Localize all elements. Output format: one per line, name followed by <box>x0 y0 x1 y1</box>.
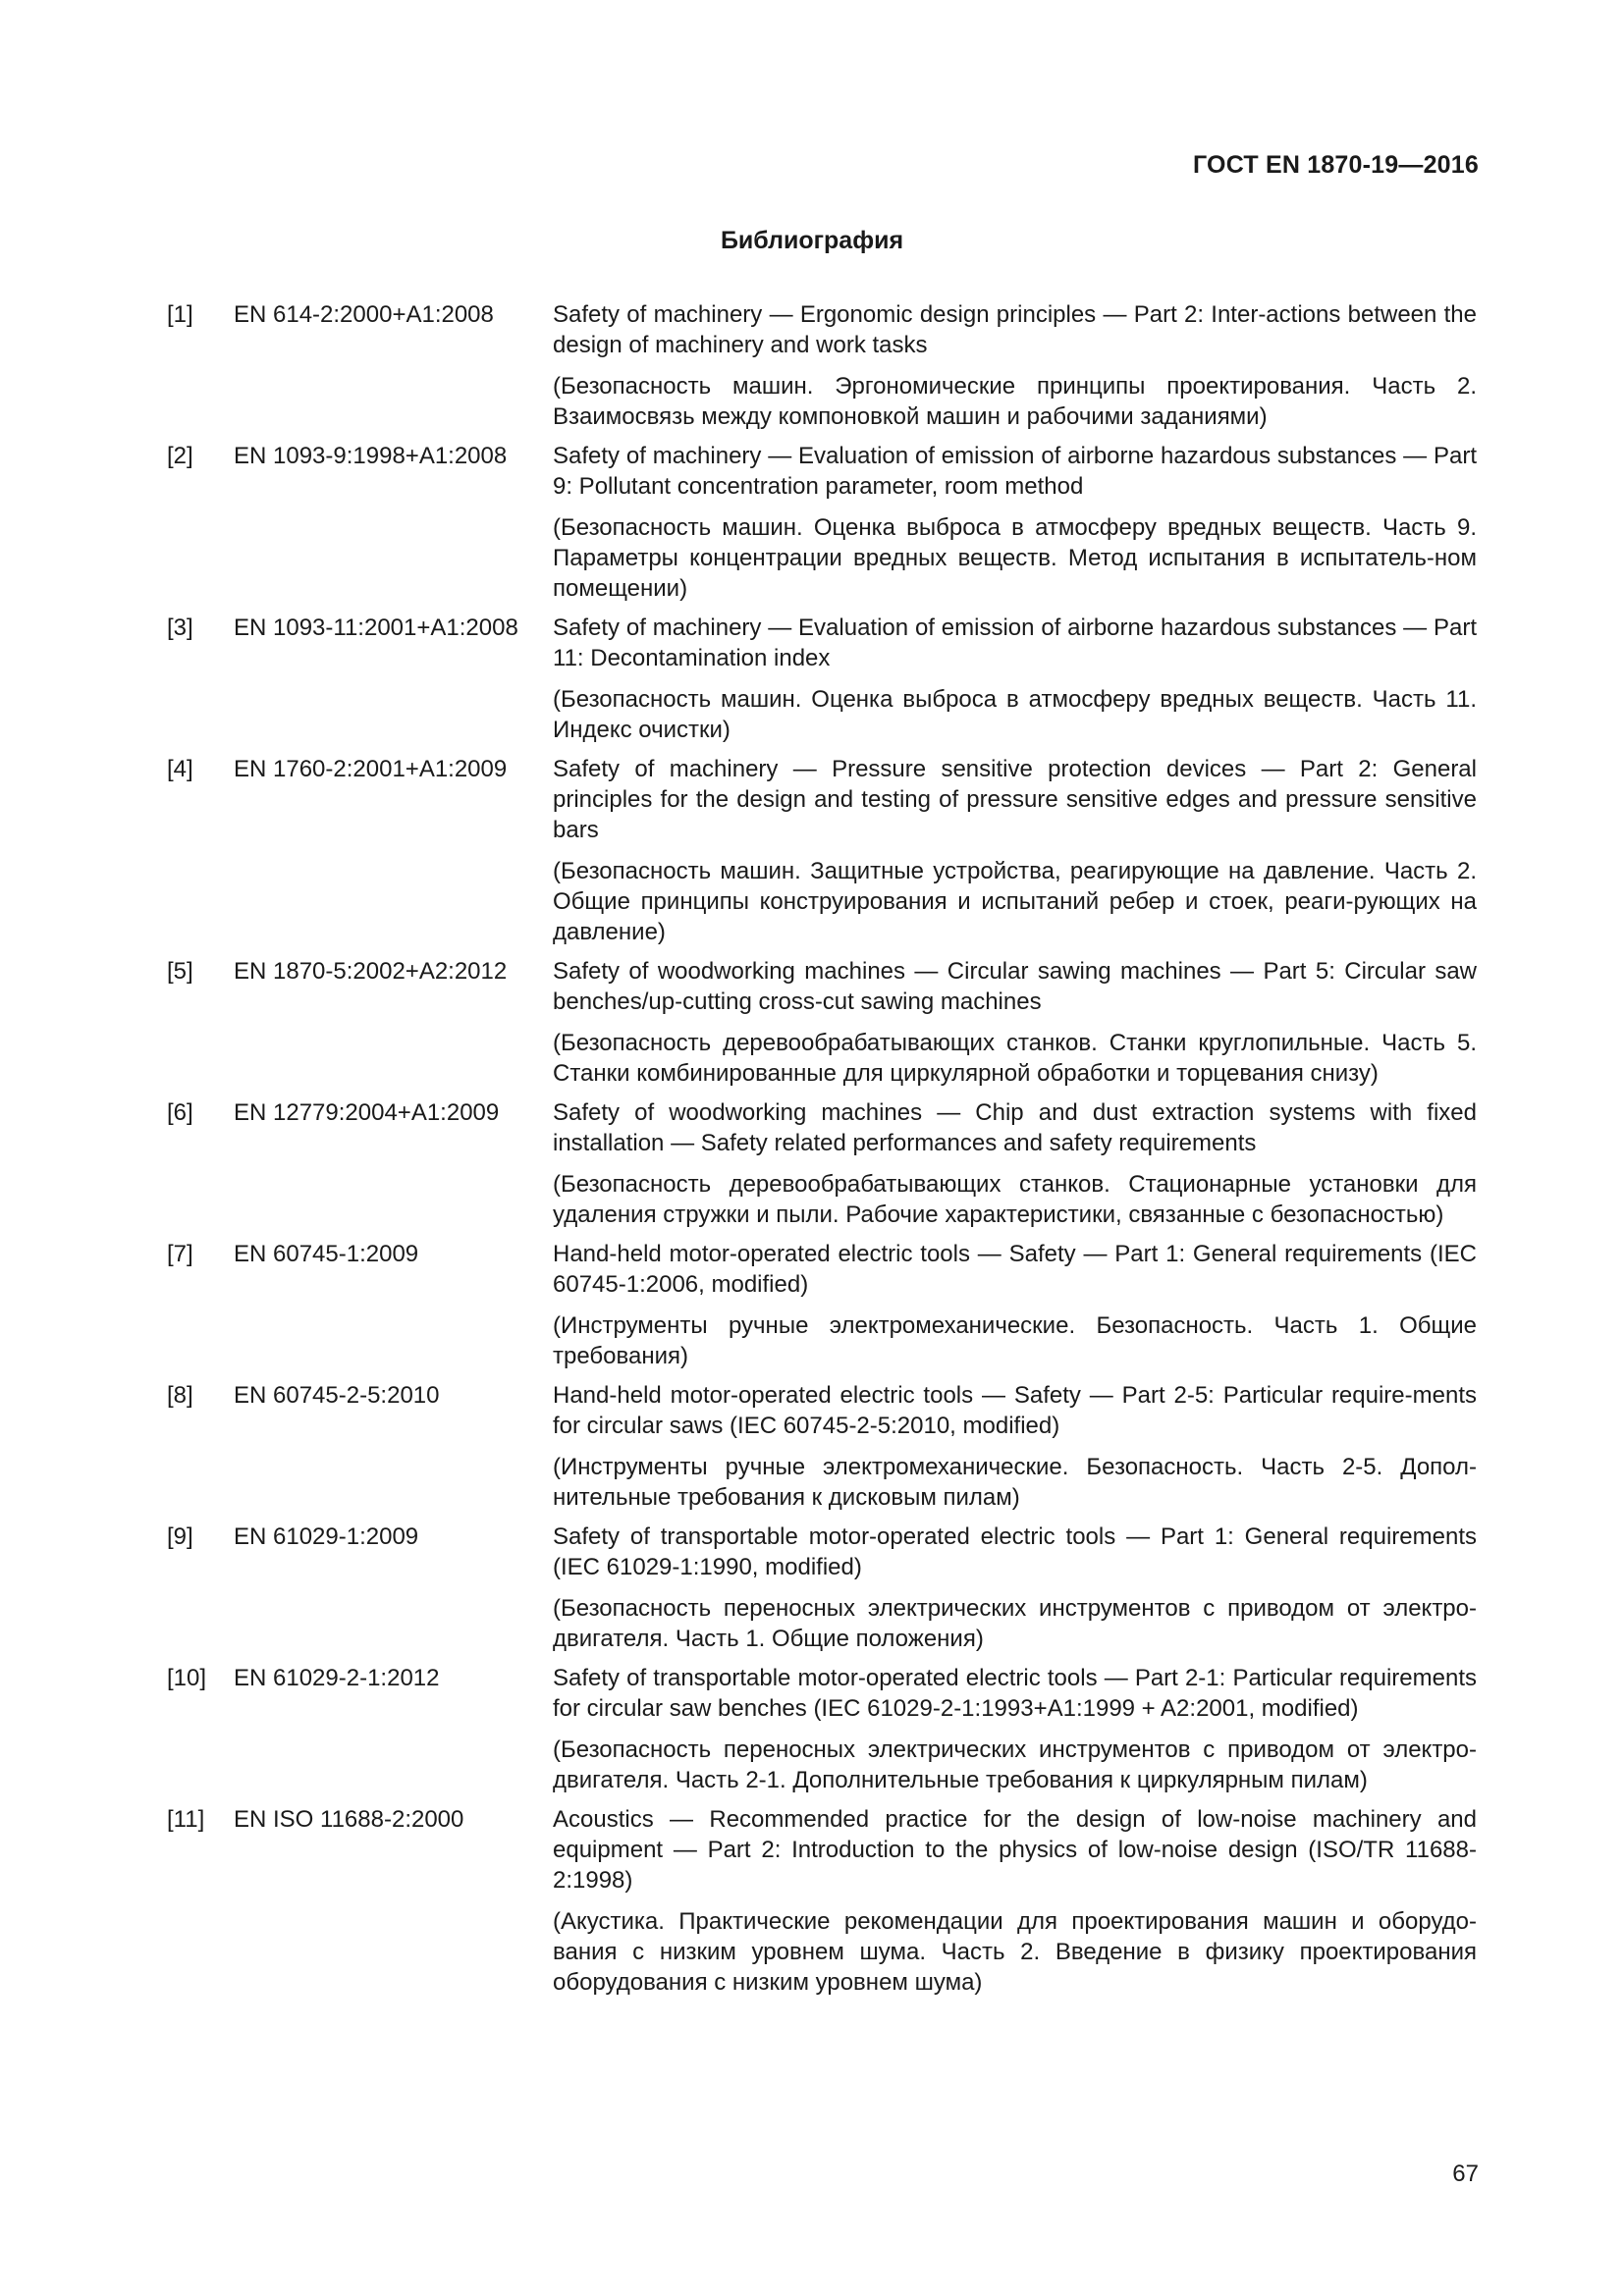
entry-title-ru: (Безопасность переносных электрических инструментов с приводом от электро-двигателя. Часть 1. Общие положения) <box>553 1595 1477 1652</box>
entry-number: [9] <box>167 1523 193 1550</box>
entry-number: [6] <box>167 1099 193 1126</box>
bibliography-entry <box>167 1380 1477 1522</box>
entry-number: [8] <box>167 1382 193 1409</box>
entry-title-en: Safety of transportable motor-operated electric tools — Part 1: General requirements (IEC 61029-1:1990, modified) <box>553 1523 1477 1580</box>
entry-code: EN 1093-9:1998+A1:2008 <box>234 443 508 469</box>
entry-description <box>553 613 1477 754</box>
page-number: 67 <box>1452 2161 1479 2187</box>
entry-number: [7] <box>167 1241 193 1267</box>
entry-code: EN 60745-2-5:2010 <box>234 1382 440 1409</box>
entry-number: [4] <box>167 756 193 782</box>
entry-code: EN 614-2:2000+A1:2008 <box>234 301 494 328</box>
page-title: Библиография <box>720 227 904 254</box>
entry-description <box>553 1380 1477 1522</box>
entry-title-en: Acoustics — Recommended practice for the design of low-noise machinery and equipment — Part 2: Introduction to the physics of low-noise design (ISO/TR 11688-2:1998) <box>553 1806 1477 1894</box>
bibliography-entry <box>167 956 1477 1097</box>
entry-title-en: Hand-held motor-operated electric tools — Safety — Part 1: General requirements (IEC 60745-1:2006, modified) <box>553 1241 1477 1298</box>
entry-title-ru: (Безопасность машин. Защитные устройства, реагирующие на давление. Часть 2. Общие принципы конструирования и испытаний ребер и стоек, реаги-рующих на давление) <box>553 858 1477 945</box>
entry-title-en: Safety of machinery — Pressure sensitive protection devices — Part 2: General principles for the design and testing of pressure sensitive edges and pressure sensitive bars <box>553 756 1477 843</box>
bibliography-entry <box>167 299 1477 441</box>
bibliography-entry <box>167 1522 1477 1663</box>
bibliography-entry <box>167 441 1477 613</box>
entry-title-en: Safety of transportable motor-operated electric tools — Part 2-1: Particular requirements for circular saw benches (IEC 61029-2-1:1993+A1:1999 + A2:2001, modified) <box>553 1665 1477 1722</box>
bibliography-entry <box>167 1239 1477 1380</box>
entry-description <box>553 1663 1477 1804</box>
bibliography-entry <box>167 1804 1477 2006</box>
entry-title-en: Safety of machinery — Evaluation of emission of airborne hazardous substances — Part 9: Pollutant concentration parameter, room method <box>553 443 1477 500</box>
standard-header: ГОСТ EN 1870-19—2016 <box>1193 151 1479 179</box>
entry-title-ru: (Безопасность деревообрабатывающих станков. Станки круглопильные. Часть 5. Станки комбинированные для циркулярной обработки и торцевания снизу) <box>553 1030 1477 1087</box>
entry-title-ru: (Безопасность деревообрабатывающих станков. Стационарные установки для удаления стружки и пыли. Рабочие характеристики, связанные с безопасностью) <box>553 1171 1477 1228</box>
bibliography-list <box>167 299 1477 2006</box>
entry-title-en: Safety of woodworking machines — Circular sawing machines — Part 5: Circular saw benches/up-cutting cross-cut sawing machines <box>553 958 1477 1015</box>
entry-description <box>553 1097 1477 1239</box>
entry-title-ru: (Безопасность машин. Эргономические принципы проектирования. Часть 2. Взаимосвязь между компоновкой машин и рабочими заданиями) <box>553 373 1477 430</box>
entry-title-ru: (Инструменты ручные электромеханические. Безопасность. Часть 2-5. Допол-нительные требования к дисковым пилам) <box>553 1454 1477 1511</box>
entry-description <box>553 1804 1477 2006</box>
entry-title-ru: (Безопасность машин. Оценка выброса в атмосферу вредных веществ. Часть 11. Индекс очистки) <box>553 686 1477 743</box>
entry-code: EN 1760-2:2001+A1:2009 <box>234 756 508 782</box>
entry-description <box>553 754 1477 956</box>
entry-number: [5] <box>167 958 193 985</box>
entry-title-ru: (Акустика. Практические рекомендации для проектирования машин и оборудо-вания с низким уровнем шума. Часть 2. Введение в физику проектирования оборудования с низким уровнем шума) <box>553 1908 1477 1996</box>
entry-code: EN 1870-5:2002+A2:2012 <box>234 958 508 985</box>
entry-code: EN 60745-1:2009 <box>234 1241 419 1267</box>
bibliography-entry <box>167 613 1477 754</box>
entry-title-ru: (Безопасность машин. Оценка выброса в атмосферу вредных веществ. Часть 9. Параметры концентрации вредных веществ. Метод испытания в испытатель-ном помещении) <box>553 514 1477 602</box>
entry-code: EN ISO 11688-2:2000 <box>234 1806 464 1833</box>
entry-description <box>553 441 1477 613</box>
bibliography-entry <box>167 754 1477 956</box>
entry-title-ru: (Инструменты ручные электромеханические. Безопасность. Часть 1. Общие требования) <box>553 1312 1477 1369</box>
entry-title-en: Hand-held motor-operated electric tools — Safety — Part 2-5: Particular require-ments for circular saws (IEC 60745-2-5:2010, modified) <box>553 1382 1477 1439</box>
entry-description <box>553 956 1477 1097</box>
entry-code: EN 12779:2004+A1:2009 <box>234 1099 500 1126</box>
entry-title-ru: (Безопасность переносных электрических инструментов с приводом от электро-двигателя. Часть 2-1. Дополнительные требования к циркулярным пилам) <box>553 1736 1477 1793</box>
entry-code: EN 1093-11:2001+A1:2008 <box>234 614 518 641</box>
entry-description <box>553 1239 1477 1380</box>
entry-number: [3] <box>167 614 193 641</box>
entry-number: [10] <box>167 1665 207 1691</box>
bibliography-entry <box>167 1097 1477 1239</box>
entry-code: EN 61029-2-1:2012 <box>234 1665 440 1691</box>
entry-title-en: Safety of woodworking machines — Chip and dust extraction systems with fixed installation — Safety related performances and safety requirements <box>553 1099 1477 1156</box>
entry-number: [2] <box>167 443 193 469</box>
entry-description <box>553 1522 1477 1663</box>
entry-title-en: Safety of machinery — Ergonomic design principles — Part 2: Inter-actions between the design of machinery and work tasks <box>553 301 1477 358</box>
entry-number: [1] <box>167 301 193 328</box>
entry-code: EN 61029-1:2009 <box>234 1523 419 1550</box>
entry-description <box>553 299 1477 441</box>
bibliography-entry <box>167 1663 1477 1804</box>
entry-title-en: Safety of machinery — Evaluation of emission of airborne hazardous substances — Part 11: Decontamination index <box>553 614 1477 671</box>
entry-number: [11] <box>167 1806 205 1833</box>
